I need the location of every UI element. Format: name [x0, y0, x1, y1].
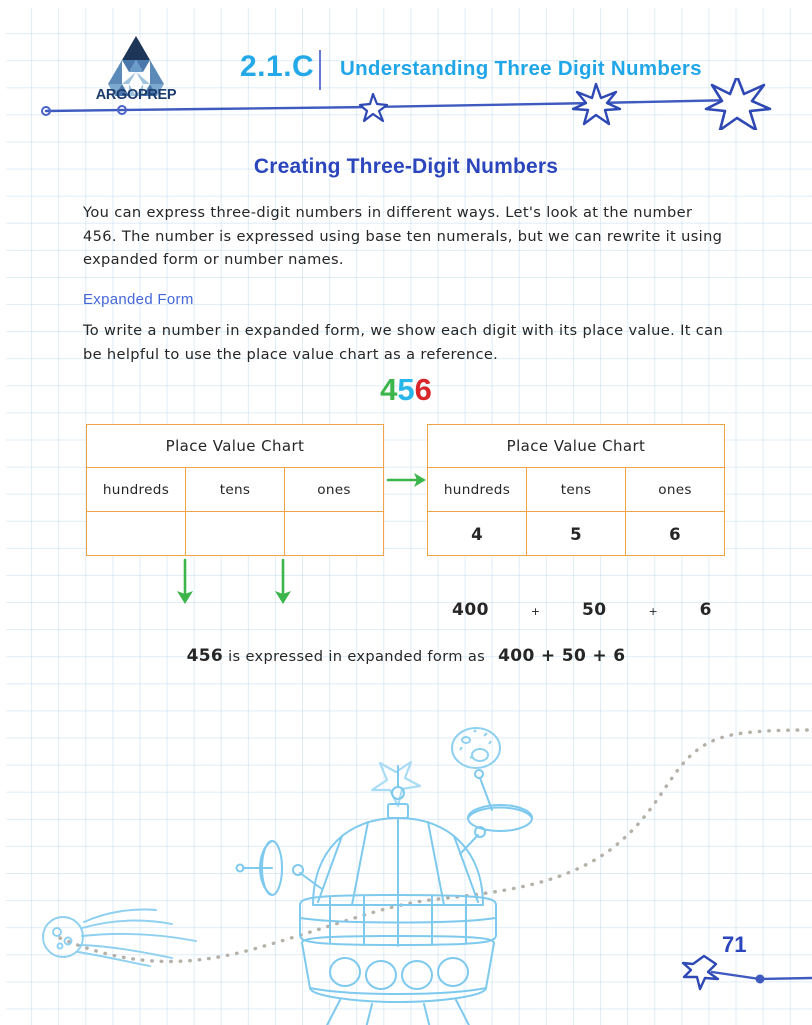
arrow-down-icon [172, 558, 198, 606]
sum-term-hundreds: 400 [452, 600, 489, 620]
arrow-down-icon [270, 558, 296, 606]
chart-header-tens: tens [185, 468, 284, 511]
chart-value-row [87, 512, 383, 556]
dotted-trajectory [60, 730, 812, 961]
chart-header-ones: ones [284, 468, 383, 511]
summary-number: 456 [186, 646, 224, 666]
chart-header-hundreds: hundreds [102, 481, 170, 498]
chart-header-row [428, 468, 724, 512]
space-illustration [0, 700, 812, 1025]
summary-result: 400 + 50 + 6 [498, 646, 626, 666]
chart-header-tens: tens [526, 468, 625, 511]
chart-value-ones[interactable] [284, 512, 383, 556]
page-header [0, 0, 812, 130]
featured-digit-ones: 6 [414, 372, 432, 407]
summary-text: is expressed in expanded form as [228, 648, 486, 665]
chart-header-ones: ones [625, 468, 724, 511]
comet-icon [43, 910, 196, 967]
header-decorative-rule [0, 78, 812, 130]
arrow-right-icon [386, 468, 428, 492]
page-title: Creating Three-Digit Numbers [253, 155, 559, 178]
place-value-chart-filled [427, 424, 725, 556]
brand-wordmark: ARGOPREP [95, 87, 177, 103]
chart-header-row [87, 468, 383, 512]
expanded-form-paragraph: To write a number in expanded form, we show each digit with its place value. It can be helpful to use the place value chart as a reference. [83, 322, 724, 363]
sum-operator: + [648, 605, 658, 618]
featured-digit-tens: 5 [397, 372, 415, 407]
chart-value-tens[interactable]: 5 [526, 512, 625, 556]
chapter-code: 2.1.C [240, 50, 315, 83]
chart-header-hundreds: hundreds [443, 481, 511, 498]
featured-digit-hundreds: 4 [380, 372, 398, 407]
chart-value-row [428, 512, 724, 556]
chart-title: Place Value Chart [428, 425, 724, 468]
lunar-lander-icon [237, 766, 533, 1025]
moon-planet-icon [452, 728, 500, 768]
chart-title: Place Value Chart [87, 425, 383, 468]
expanded-form-equation [452, 600, 712, 620]
sum-term-tens: 50 [581, 600, 607, 620]
chart-value-tens[interactable] [185, 512, 284, 556]
place-value-chart-empty [86, 424, 384, 556]
expanded-form-heading: Expanded Form [83, 291, 194, 308]
sum-term-ones: 6 [699, 600, 712, 620]
page-number-decoration [683, 956, 812, 989]
page-number: 71 [722, 932, 747, 957]
chart-value-hundreds[interactable]: 4 [471, 524, 483, 544]
featured-number [0, 372, 812, 408]
chart-value-ones[interactable]: 6 [625, 512, 724, 556]
sum-operator: + [530, 605, 541, 618]
chart-value-hundreds[interactable] [87, 512, 185, 556]
chapter-title: Understanding Three Digit Numbers [340, 57, 702, 80]
summary-statement [0, 646, 812, 666]
intro-paragraph: You can express three-digit numbers in different ways. Let's look at the number 456. The number is expressed using base ten numerals, but we can rewrite it using expanded form or number names. [83, 204, 723, 268]
